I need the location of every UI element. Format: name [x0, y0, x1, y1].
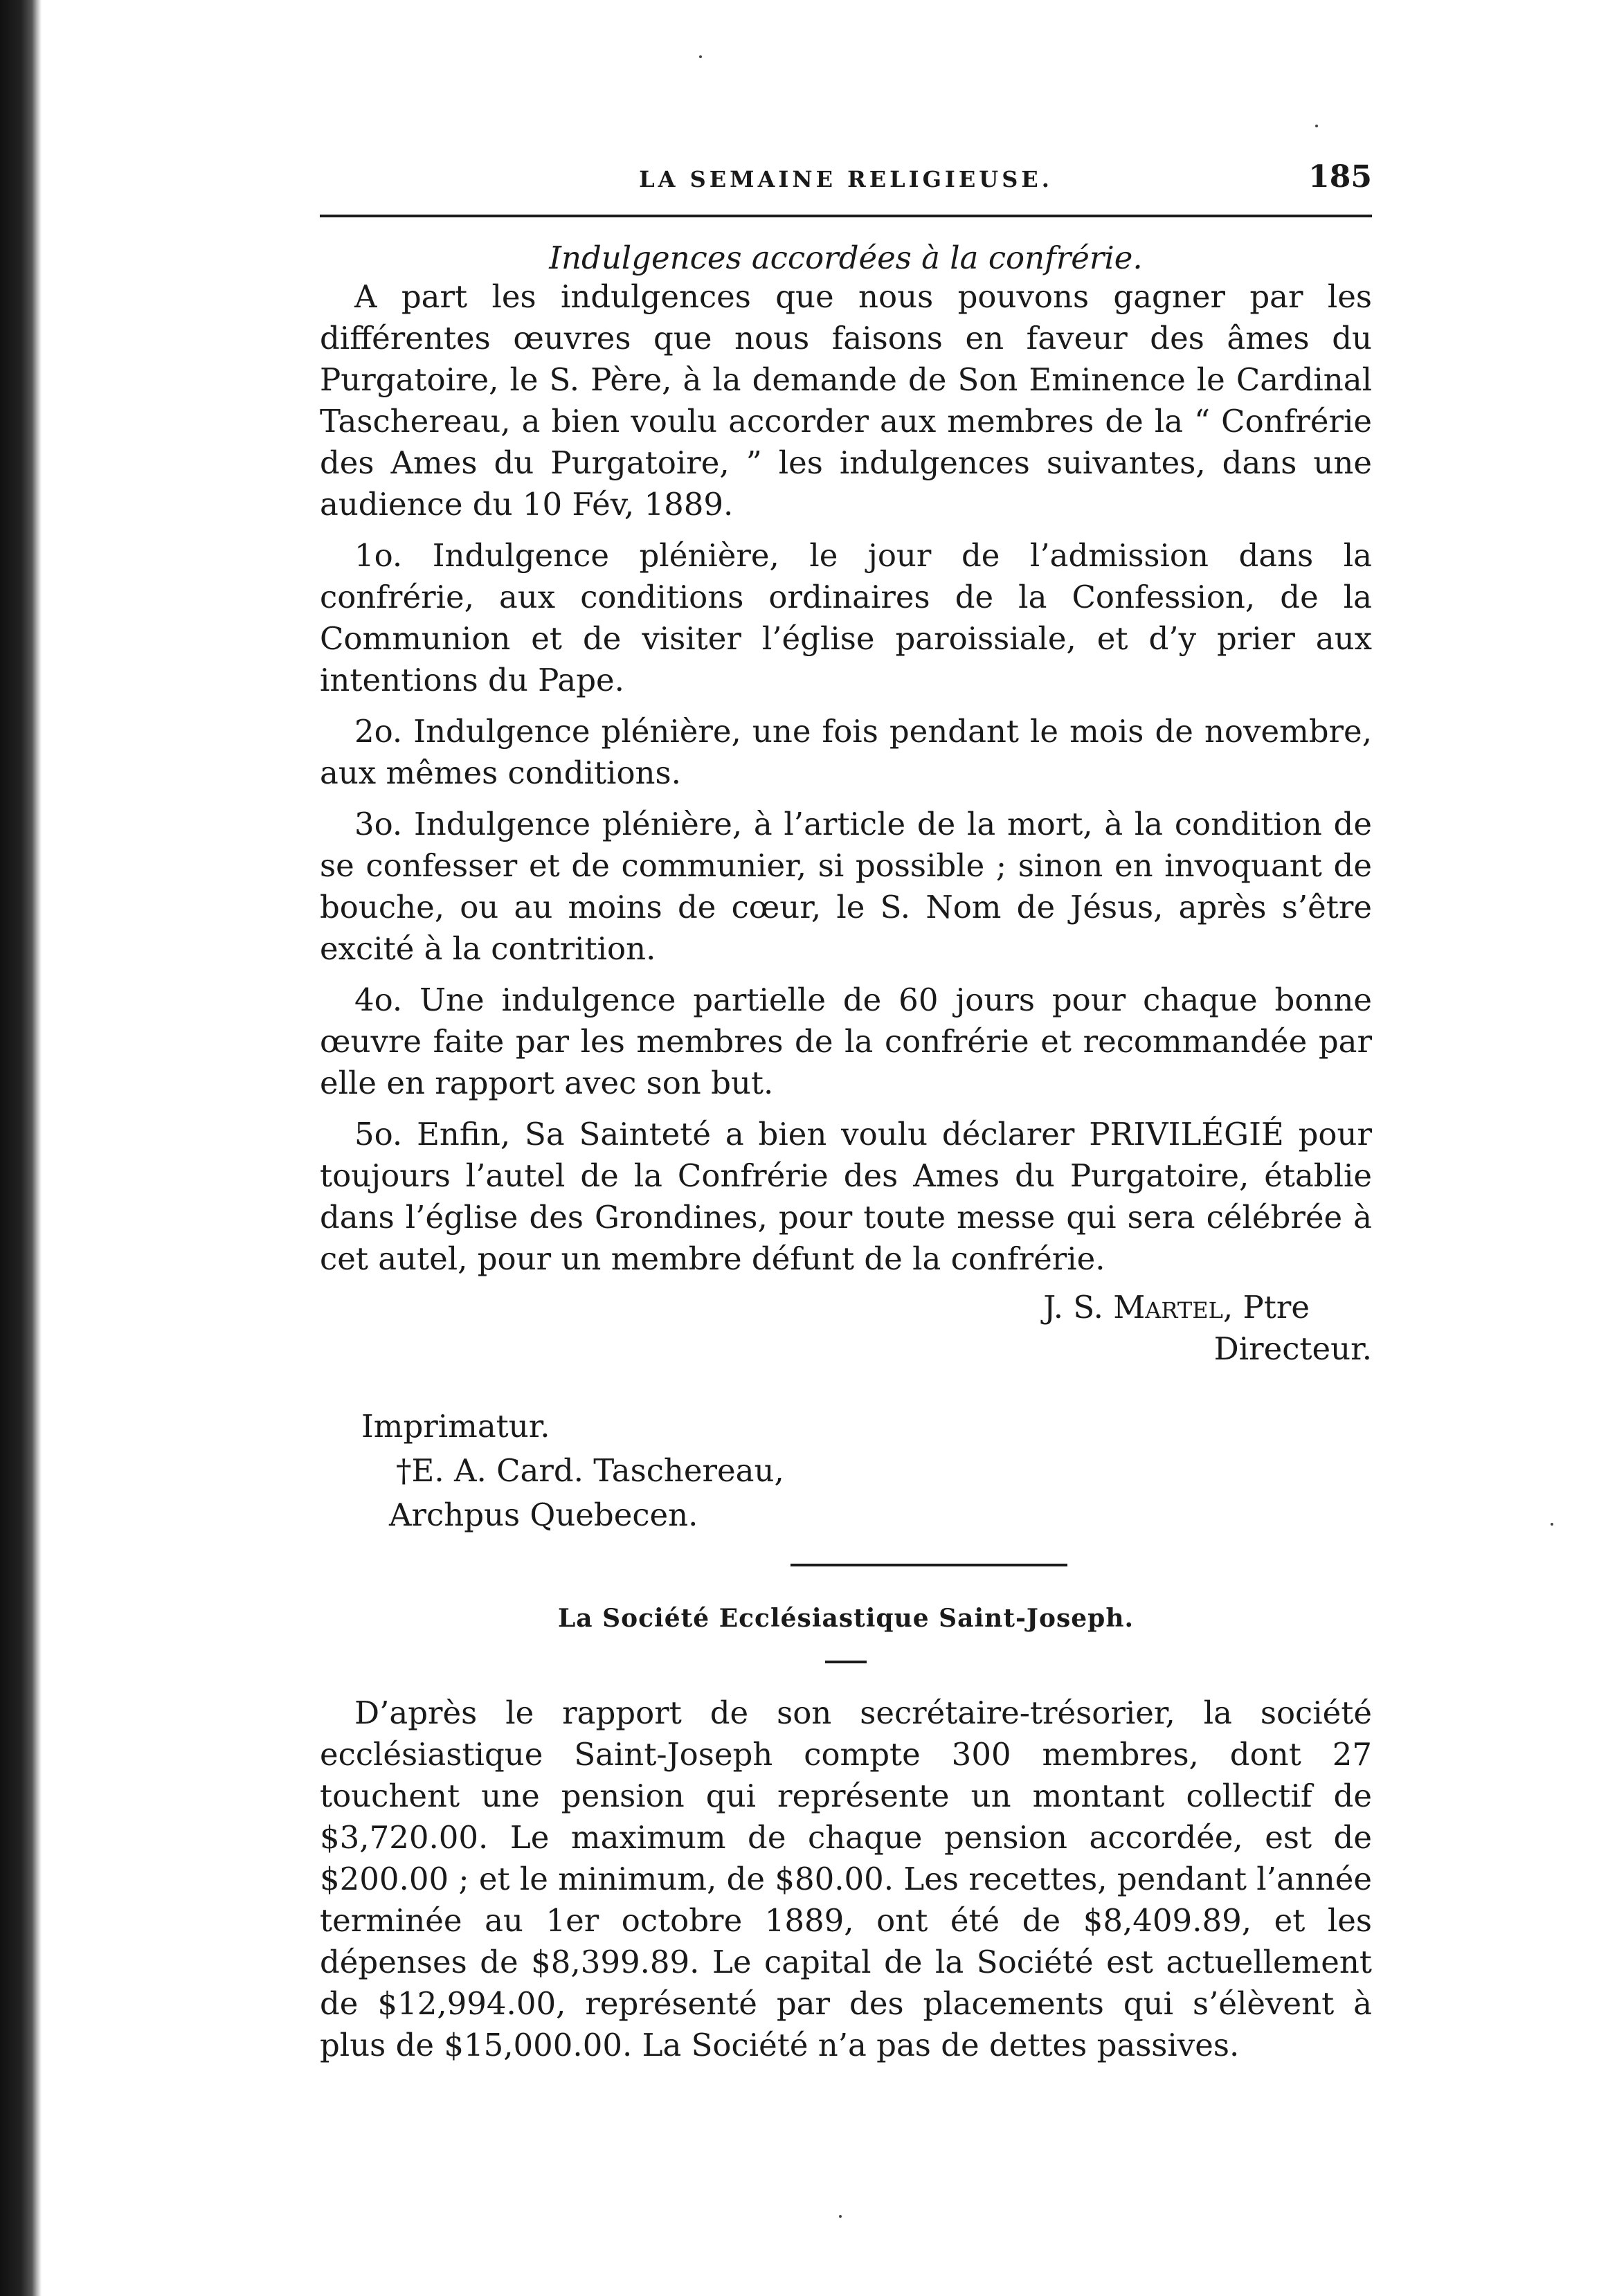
- signature-initials: J. S.: [1043, 1289, 1103, 1326]
- section-heading: Indulgences accordées à la confrérie.: [549, 239, 1143, 276]
- scan-binding-edge: [0, 0, 42, 2296]
- scan-speck: [699, 55, 702, 58]
- signature-role: Directeur.: [1213, 1330, 1372, 1367]
- book-page: [320, 145, 1372, 2066]
- running-head-title: LA SEMAINE RELIGIEUSE.: [639, 166, 1053, 192]
- imprimatur-label: Imprimatur.: [361, 1408, 550, 1445]
- signature-name: Martel: [1113, 1289, 1223, 1326]
- signature: [320, 1287, 1372, 1328]
- running-head: [320, 145, 1372, 194]
- header-rule: [320, 215, 1372, 217]
- subheading-dash: [825, 1661, 867, 1663]
- body-paragraph-intro: A part les indulgences que nous pouvons gagner par les différentes œuvres que nous faisons en faveur des âmes du Purgatoire, le S. Père, à la demande de Son Eminence le Cardinal Taschereau, a bien voulu accorder aux membres de la “ Confrérie des Ames du Purgatoire, ” les indulgences suivantes, dans une audience du 10 Fév, 1889.: [320, 278, 1372, 523]
- page-number: 185: [1308, 159, 1372, 195]
- imprimatur-signatory: †E. A. Card. Taschereau,: [396, 1452, 784, 1489]
- scan-speck: [1551, 1523, 1553, 1526]
- scan-speck: [839, 2215, 842, 2218]
- body-paragraph-2o: 2o. Indulgence plénière, une fois pendant le mois de novembre, aux mêmes conditions.: [320, 713, 1372, 791]
- body-paragraph-5o: 5o. Enfin, Sa Sainteté a bien voulu déclarer PRIVILÉGIÉ pour toujours l’autel de la Confrérie des Ames du Purgatoire, établie dans l’église des Grondines, pour toute messe qui sera célébrée à cet autel, pour un membre défunt de la confrérie.: [320, 1116, 1372, 1277]
- imprimatur-title: Archpus Quebecen.: [389, 1497, 698, 1533]
- imprimatur-block: [320, 1404, 1372, 1537]
- body-paragraph-4o: 4o. Une indulgence partielle de 60 jours pour chaque bonne œuvre faite par les membres de la confrérie et recommandée par elle en rapport avec son but.: [320, 982, 1372, 1101]
- signature-suffix: , Ptre: [1222, 1289, 1310, 1326]
- body-paragraph-3o: 3o. Indulgence plénière, à l’article de la mort, à la condition de se confesser et de communier, si possible ; sinon en invoquant de bouche, ou au moins de cœur, le S. Nom de Jésus, après s’être excité à la contrition.: [320, 806, 1372, 967]
- section-divider-rule: [791, 1564, 1067, 1566]
- scan-speck: [1315, 125, 1318, 127]
- body-paragraph-1o: 1o. Indulgence plénière, le jour de l’admission dans la confrérie, aux conditions ordinaires de la Confession, de la Communion et de visiter l’église paroissiale, et d’y prier aux intentions du Pape.: [320, 537, 1372, 698]
- society-heading: La Société Ecclésiastique Saint-Joseph.: [557, 1604, 1135, 1633]
- society-paragraph: D’après le rapport de son secrétaire-trésorier, la société ecclésiastique Saint-Joseph compte 300 membres, dont 27 touchent une pension qui représente un montant collectif de $3,720.00. Le maximum de chaque pension accordée, est de $200.00 ; et le minimum, de $80.00. Les recettes, pendant l’année terminée au 1er octobre 1889, ont été de $8,409.89, et les dépenses de $8,399.89. Le capital de la Société est actuellement de $12,994.00, représenté par des placements qui s’élèvent à plus de $15,000.00. La Société n’a pas de dettes passives.: [320, 1694, 1372, 2063]
